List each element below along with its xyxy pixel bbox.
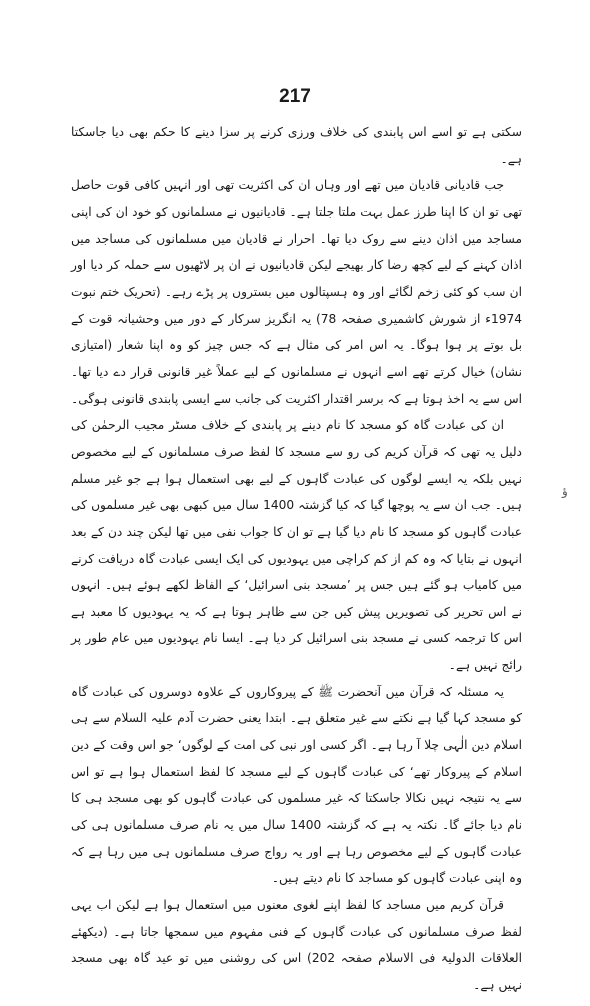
paragraph-4: یہ مسئلہ کہ قرآن میں آنحضرت ﷺ کے پیروکاروں کے علاوہ دوسروں کی عبادت گاہ کو مسجد کہا گیا ہے نکتے سے غیر متعلق ہے۔ ابتدا یعنی حضرت آدم علیہ السلام سے ہی اسلام دین الٰہی چلا آ رہا ہے۔ اگر کسی اور نبی کی امت کے لوگوں‘ جو اس وقت کے دین اسلام کے پیروکار تھے‘ کی عبادت گاہوں کے لیے مسجد کا لفظ استعمال ہوا ہے تو اس سے یہ نتیجہ نہیں نکالا جاسکتا کہ غیر مسلموں کی عبادت گاہوں کو بھی مسجد ہی کا نام دیا جائے گا۔ نکتہ یہ ہے کہ گزشتہ 1400 سال میں یہ نام صرف مسلمانوں ہی کی عبادت گاہوں کے لیے مخصوص رہا ہے اور یہ رواج صرف مسلمانوں ہی میں رہا ہے کہ وہ اپنی عبادت گاہوں کو مساجد کا نام دیتے ہیں۔ xyxy=(71,684,522,886)
page-number: 217 xyxy=(279,86,311,107)
paragraph-3: ان کی عبادت گاہ کو مسجد کا نام دینے پر پابندی کے خلاف مسٹر مجیب الرحمٰن کی دلیل یہ تھی کہ قرآن کریم کی رو سے مسجد کا لفظ صرف مسلمانوں کے لیے مخصوص نہیں بلکہ یہ ایسے لوگوں کی عبادت گاہوں کے لیے بھی استعمال ہوا ہے جو غیر مسلم ہیں۔ جب ان سے یہ پوچھا گیا کہ کیا گزشتہ 1400 سال میں کبھی بھی غیر مسلموں کی عبادت گاہوں کو مسجد کا نام دیا گیا ہے تو ان کا جواب نفی میں تھا لیکن چند دن کے بعد انہوں نے بتایا کہ وہ کم از کم کراچی میں یہودیوں کی ایک ایسی عبادت گاہ دریافت کرنے میں کامیاب ہو گئے ہیں جس پر ’مسجد بنی اسرائیل‘ کے الفاظ لکھے ہوئے ہیں۔ انہوں نے اس تحریر کی تصویریں پیش کیں جن سے ظاہر ہوتا ہے کہ یہ یہودیوں کا معبد ہے اس کا ترجمہ کسی نے مسجد بنی اسرائیل کر دیا ہے۔ ایسا نام یہودیوں میں عام طور پر رائج نہیں ہے۔ xyxy=(71,418,522,673)
paragraph-5: قرآن کریم میں مساجد کا لفظ اپنے لغوی معنوں میں استعمال ہوا ہے لیکن اب یہی لفظ صرف مسلمانوں کی عبادت گاہوں کے فنی مفہوم میں سمجھا جاتا ہے۔ (دیکھئے العلاقات الدولیۃ فی الاسلام صفحہ 202) اس کی روشنی میں تو عید گاہ بھی مسجد نہیں ہے۔ xyxy=(71,898,523,992)
paragraph-2: جب قادیانی قادیان میں تھے اور وہاں ان کی اکثریت تھی اور انہیں کافی قوت حاصل تھی تو ان کا اپنا طرز عمل بہت ملتا جلتا ہے۔ قادیانیوں نے مسلمانوں کو خود ان کی اپنی مساجد میں اذان دینے سے روک دیا تھا۔ احرار نے قادیان میں مسلمانوں کی مساجد میں اذان کہنے کے لیے کچھ رضا کار بھیجے لیکن قادیانیوں نے ان پر لاٹھیوں سے حملہ کر دیا اور ان سب کو کئی زخم لگائے اور وہ ہسپتالوں میں بستروں پر پڑے رہے۔ (تحریک ختم نبوت 1974ء از شورش کاشمیری صفحہ 78) یہ انگریز سرکار کے دور میں وحشیانہ قوت کے بل بوتے پر ہوا ہوگا۔ یہ اس امر کی مثال ہے کہ جس چیز کو وہ اپنا شعار (امتیازی نشان) خیال کرتے تھے اسے انہوں نے مسلمانوں کے لیے عملاً غیر قانونی قرار دے دیا تھا۔ اس سے یہ اخذ ہوتا ہے کہ برسر اقتدار اکثریت کی جانب سے ایسی پابندی قانونی ہوگی۔ xyxy=(71,178,522,406)
paragraph-1: سکتی ہے تو اسے اس پابندی کی خلاف ورزی کرنے پر سزا دینے کا حکم بھی دیا جاسکتا ہے۔ xyxy=(71,125,522,166)
body-text xyxy=(71,119,522,999)
margin-mark: ؤ xyxy=(562,484,568,498)
